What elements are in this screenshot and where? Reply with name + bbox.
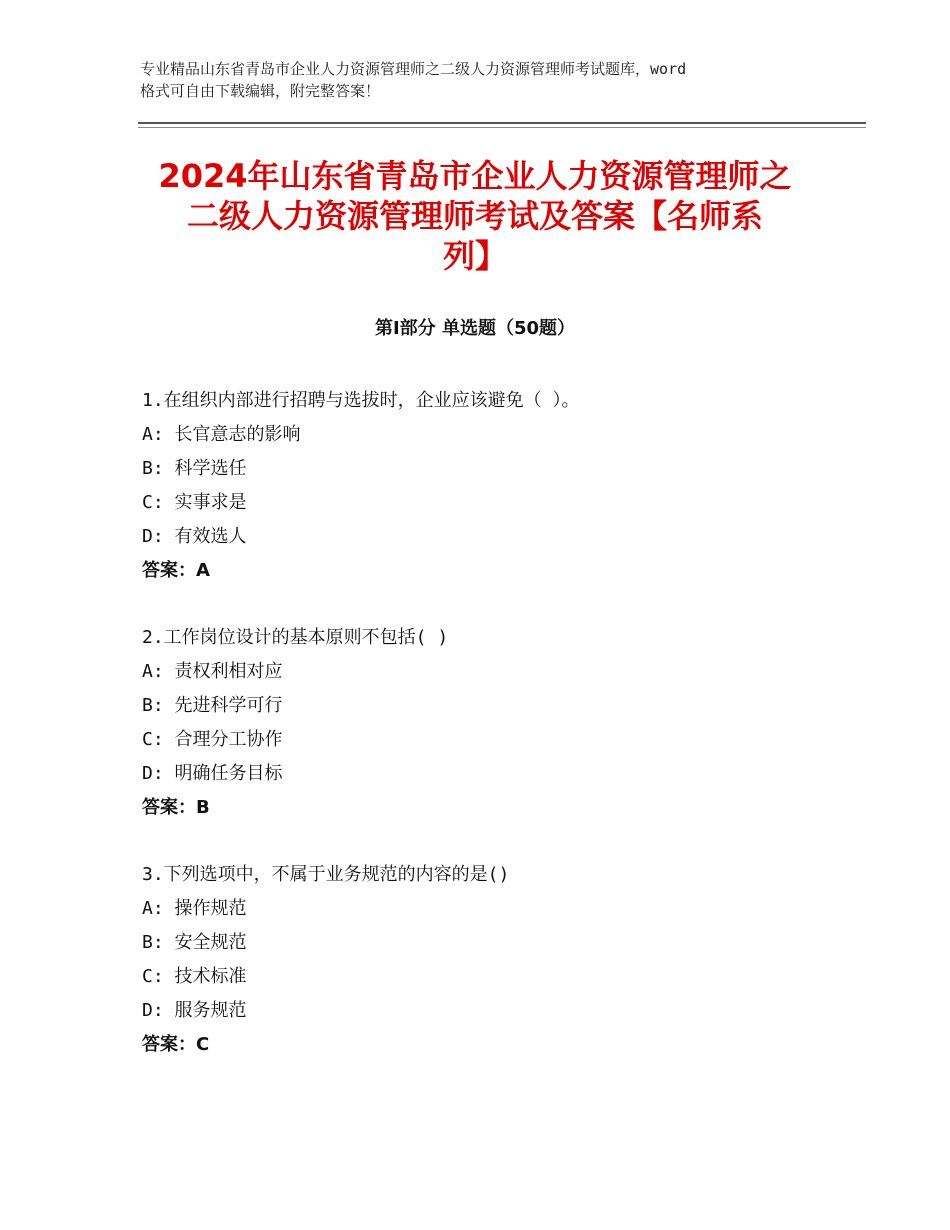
- answer: 答案：A: [142, 560, 210, 581]
- option-b: B: 先进科学可行: [142, 695, 283, 716]
- document-title-line-2: 二级人力资源管理师考试及答案【名师系: [186, 197, 763, 235]
- header-note-line-2: 格式可自由下载编辑，附完整答案！: [140, 82, 381, 100]
- option-c: C: 技术标准: [142, 966, 247, 987]
- document-title-line-3: 列】: [442, 237, 507, 275]
- option-a: A: 责权利相对应: [142, 661, 283, 682]
- answer: 答案：C: [142, 1034, 210, 1055]
- document-title-line-1: 2024年山东省青岛市企业人力资源管理师之: [158, 157, 792, 195]
- question-1: [142, 384, 862, 588]
- question-3: [142, 858, 862, 1062]
- option-c: C: 实事求是: [142, 492, 247, 513]
- header-note: [140, 58, 840, 102]
- header-divider-thin: [138, 127, 866, 128]
- document-title: [100, 156, 850, 276]
- section-heading: 第Ⅰ部分 单选题（50题）: [374, 318, 575, 339]
- question-stem: 3.下列选项中，不属于业务规范的内容的是(): [142, 864, 510, 885]
- option-a: A: 长官意志的影响: [142, 424, 301, 445]
- answer: 答案：B: [142, 797, 210, 818]
- question-stem: 1.在组织内部进行招聘与选拔时，企业应该避免（ ）。: [142, 390, 580, 411]
- question-2: [142, 621, 862, 825]
- question-stem: 2.工作岗位设计的基本原则不包括( ): [142, 627, 449, 648]
- option-a: A: 操作规范: [142, 898, 247, 919]
- header-note-line-1: 专业精品山东省青岛市企业人力资源管理师之二级人力资源管理师考试题库，word: [140, 60, 687, 78]
- option-c: C: 合理分工协作: [142, 729, 283, 750]
- header-divider-thick: [138, 122, 866, 124]
- option-b: B: 安全规范: [142, 932, 247, 953]
- option-d: D: 服务规范: [142, 1000, 247, 1021]
- option-d: D: 明确任务目标: [142, 763, 283, 784]
- option-b: B: 科学选任: [142, 458, 247, 479]
- question-list: [142, 384, 862, 1095]
- option-d: D: 有效选人: [142, 526, 247, 547]
